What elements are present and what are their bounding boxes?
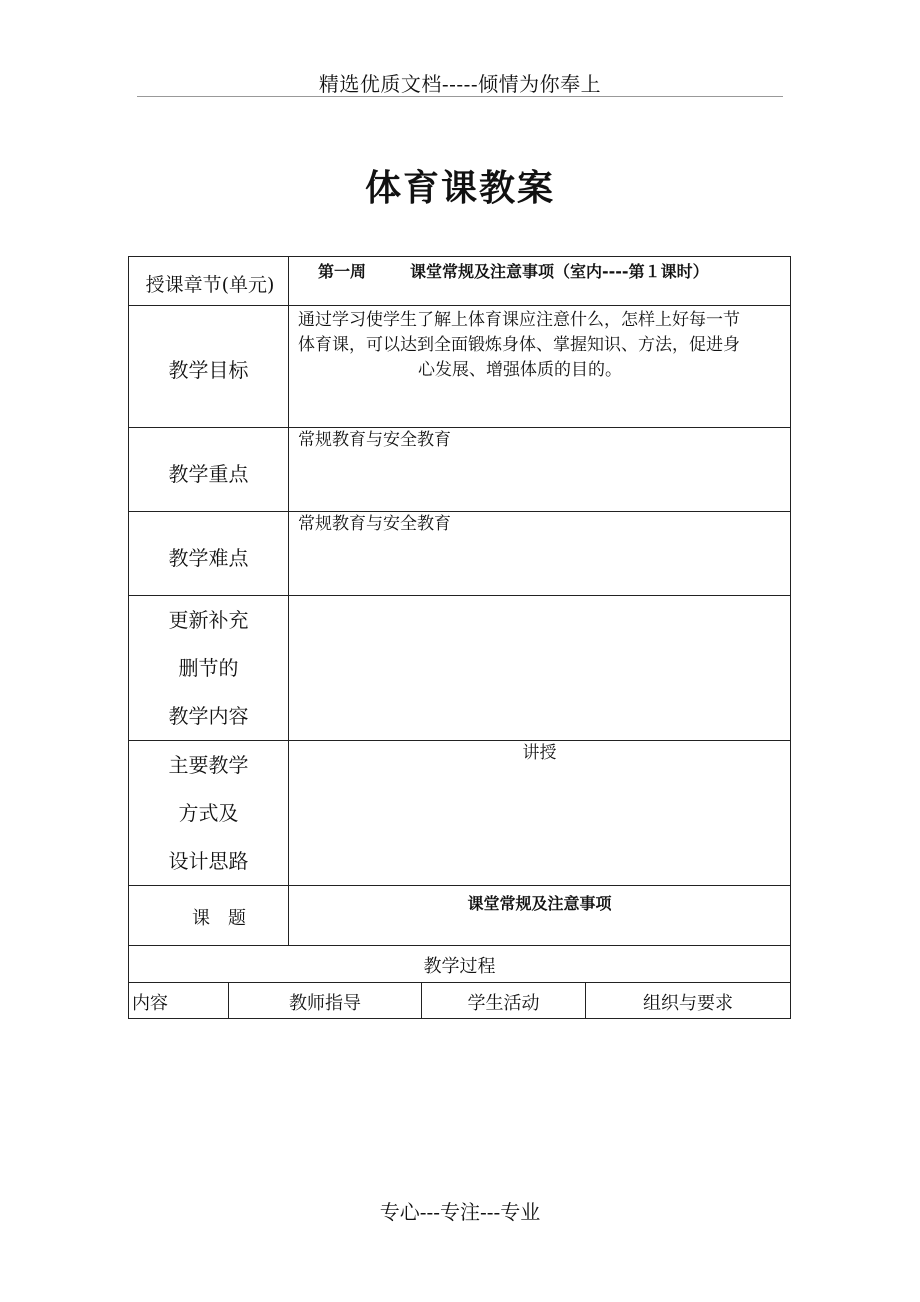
chapter-topic: 课堂常规及注意事项（室内----第１课时） bbox=[410, 262, 709, 281]
objective-line: 体育课，可以达到全面锻炼身体、掌握知识、方法，促进身 bbox=[298, 335, 740, 355]
process-label: 教学过程 bbox=[423, 956, 496, 977]
difficulty-label: 教学难点 bbox=[168, 546, 249, 570]
method-label-line: 主要教学 bbox=[168, 753, 249, 777]
objective-label: 教学目标 bbox=[168, 358, 249, 382]
objective-text bbox=[298, 308, 786, 383]
subject-label: 课 题 bbox=[192, 908, 246, 929]
objective-line: 心发展、增强体质的目的。 bbox=[418, 360, 622, 380]
update-label bbox=[129, 596, 288, 740]
page-header: 精选优质文档-----倾情为你奉上 bbox=[318, 72, 602, 96]
column-header-organization: 组织与要求 bbox=[643, 993, 733, 1014]
column-header-student: 学生活动 bbox=[467, 993, 540, 1014]
page-title: 体育课教案 bbox=[364, 168, 555, 209]
chapter-label: 授课章节(单元) bbox=[145, 274, 275, 296]
row-divider bbox=[128, 945, 791, 946]
update-label-line: 删节的 bbox=[178, 656, 239, 680]
column-header-content: 内容 bbox=[132, 993, 168, 1014]
update-label-line: 教学内容 bbox=[168, 704, 249, 728]
row-divider bbox=[128, 511, 791, 512]
method-label bbox=[129, 741, 288, 885]
method-value: 讲授 bbox=[522, 743, 557, 763]
objective-line: 通过学习使学生了解上体育课应注意什么，怎样上好每一节 bbox=[298, 310, 740, 330]
key-point-label: 教学重点 bbox=[168, 462, 249, 486]
update-label-line: 更新补充 bbox=[168, 608, 249, 632]
method-label-line: 设计思路 bbox=[168, 849, 249, 873]
difficulty-value: 常规教育与安全教育 bbox=[298, 514, 451, 534]
key-point-value: 常规教育与安全教育 bbox=[298, 430, 451, 450]
row-divider bbox=[128, 427, 791, 428]
page-footer: 专心---专注---专业 bbox=[379, 1200, 541, 1224]
header-divider bbox=[137, 96, 783, 97]
row-divider bbox=[128, 305, 791, 306]
column-divider bbox=[288, 256, 289, 945]
row-divider bbox=[128, 885, 791, 886]
chapter-week: 第一周 bbox=[318, 262, 367, 281]
subject-value: 课堂常规及注意事项 bbox=[467, 894, 612, 913]
column-header-teacher: 教师指导 bbox=[289, 993, 361, 1014]
method-label-line: 方式及 bbox=[178, 801, 239, 825]
